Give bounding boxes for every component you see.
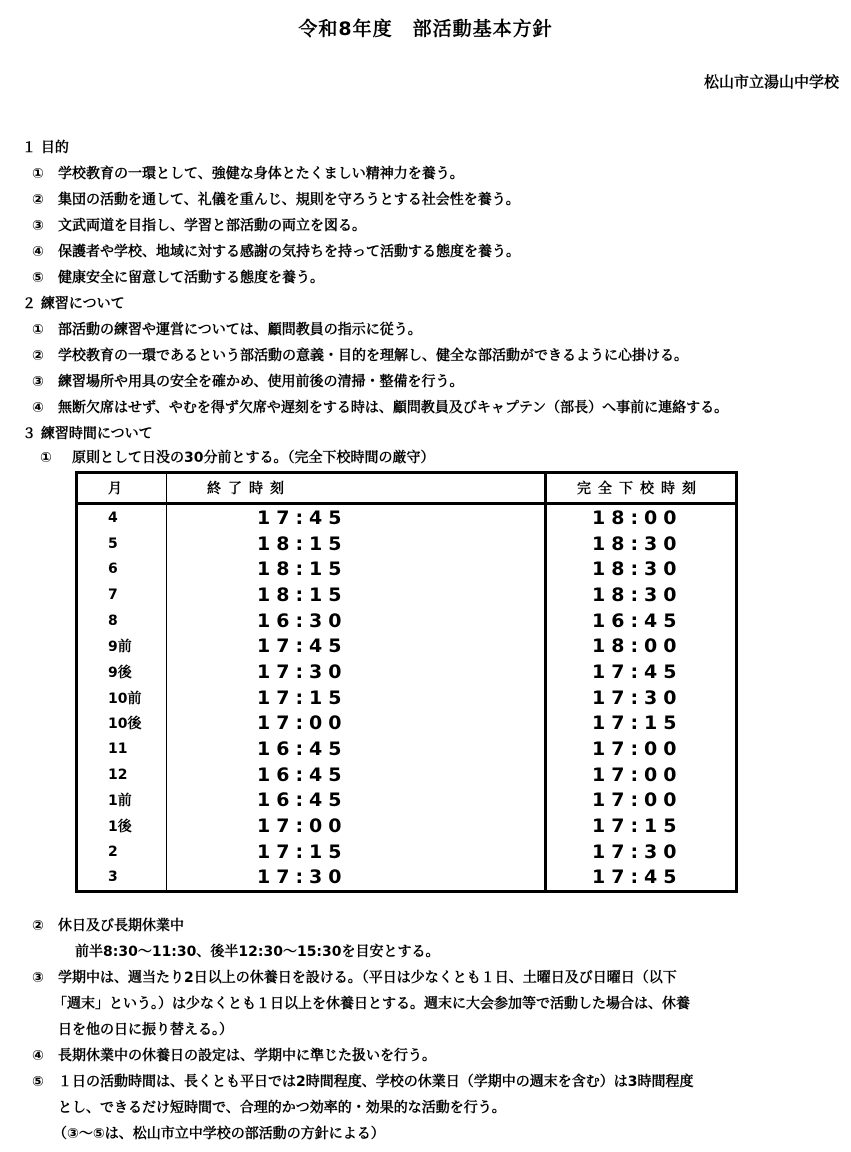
list-item bbox=[32, 915, 184, 935]
cell-leave-time: 18:00 bbox=[592, 506, 683, 529]
cell-leave-time: 18:00 bbox=[592, 635, 683, 658]
cell-leave-time: 17:00 bbox=[592, 763, 683, 786]
table-row bbox=[77, 788, 737, 814]
cell-end-time: 16:45 bbox=[167, 788, 546, 814]
table-row bbox=[77, 504, 737, 531]
table-row bbox=[77, 685, 737, 711]
cell-end-time: 17:45 bbox=[167, 504, 546, 531]
school-name: 松山市立湯山中学校 bbox=[703, 73, 839, 91]
cell-leave-time: 17:15 bbox=[592, 712, 683, 735]
item-text: 集団の活動を通して、礼儀を重んじ、規則を守ろうとする社会性を養う。 bbox=[58, 192, 520, 208]
item-title: 休日及び長期休業中 bbox=[58, 918, 184, 934]
table-row bbox=[77, 711, 737, 737]
cell-leave-time: 18:30 bbox=[592, 583, 683, 606]
cell-leave-time: 18:30 bbox=[592, 558, 683, 581]
cell-end-time: 18:15 bbox=[167, 556, 546, 582]
time-table bbox=[75, 471, 738, 893]
item-number: ① bbox=[32, 322, 44, 338]
cell-leave-time: 17:00 bbox=[592, 789, 683, 812]
item-text-line: 日を他の日に振り替える。） bbox=[58, 1022, 233, 1038]
cell-month: 1後 bbox=[77, 813, 167, 839]
cell-month: 6 bbox=[77, 556, 167, 582]
item-number: ① bbox=[40, 450, 52, 466]
list-item bbox=[40, 447, 434, 467]
list-item bbox=[32, 967, 677, 987]
section1-heading: １ 目的 bbox=[22, 140, 69, 156]
item-number: ② bbox=[32, 192, 44, 208]
cell-leave-time: 18:30 bbox=[592, 532, 683, 555]
cell-leave-time: 17:30 bbox=[592, 840, 683, 863]
header-month: 月 bbox=[77, 473, 167, 504]
table-row bbox=[77, 608, 737, 634]
cell-end-time: 17:30 bbox=[167, 659, 546, 685]
list-item bbox=[32, 371, 463, 391]
item-number: ① bbox=[32, 166, 44, 182]
list-item bbox=[32, 163, 464, 183]
cell-month: 8 bbox=[77, 608, 167, 634]
cell-end-time: 16:30 bbox=[167, 608, 546, 634]
cell-month: 5 bbox=[77, 531, 167, 557]
item-text: 前半8:30～11:30、後半12:30～15:30を目安とする。 bbox=[75, 944, 440, 960]
list-item bbox=[32, 1045, 436, 1065]
cell-end-time: 17:15 bbox=[167, 839, 546, 865]
cell-leave-time: 17:45 bbox=[592, 660, 683, 683]
list-item bbox=[32, 1071, 693, 1091]
list-item bbox=[32, 241, 520, 261]
cell-month: 12 bbox=[77, 762, 167, 788]
item-text-line: 学期中は、週当たり2日以上の休養日を設ける。（平日は少なくとも１日、土曜日及び日曜日（以下 bbox=[58, 970, 677, 986]
cell-leave-time: 17:30 bbox=[592, 686, 683, 709]
section3-heading: ３ 練習時間について bbox=[22, 426, 153, 442]
item-text: 学校教育の一環として、強健な身体とたくましい精神力を養う。 bbox=[58, 166, 464, 182]
table-header-row bbox=[77, 473, 737, 504]
cell-end-time: 18:15 bbox=[167, 531, 546, 557]
cell-month: 9後 bbox=[77, 659, 167, 685]
item-text: 練習場所や用具の安全を確かめ、使用前後の清掃・整備を行う。 bbox=[58, 374, 464, 390]
section2-heading: ２ 練習について bbox=[22, 296, 125, 312]
cell-month: 1前 bbox=[77, 788, 167, 814]
table-row bbox=[77, 762, 737, 788]
table-row bbox=[77, 839, 737, 865]
list-item bbox=[32, 319, 422, 339]
cell-end-time: 17:00 bbox=[167, 711, 546, 737]
list-item bbox=[32, 267, 324, 287]
cell-end-time: 17:15 bbox=[167, 685, 546, 711]
list-item bbox=[32, 397, 728, 417]
item-number: ④ bbox=[32, 244, 44, 260]
cell-month: 4 bbox=[77, 504, 167, 531]
table-row bbox=[77, 659, 737, 685]
cell-leave-time: 17:15 bbox=[592, 815, 683, 838]
cell-month: 10前 bbox=[77, 685, 167, 711]
item-note: （③～⑤は、松山市立中学校の部活動の方針による） bbox=[53, 1126, 385, 1142]
cell-month: 11 bbox=[77, 736, 167, 762]
item-number: ④ bbox=[32, 400, 44, 416]
item-number: ③ bbox=[32, 970, 44, 986]
cell-month: 10後 bbox=[77, 711, 167, 737]
cell-end-time: 17:00 bbox=[167, 813, 546, 839]
cell-leave-time: 17:45 bbox=[592, 866, 683, 889]
cell-month: 7 bbox=[77, 582, 167, 608]
list-item bbox=[32, 345, 688, 365]
item-number: ③ bbox=[32, 218, 44, 234]
cell-end-time: 18:15 bbox=[167, 582, 546, 608]
item-text: 無断欠席はせず、やむを得ず欠席や遅刻をする時は、顧問教員及びキャプテン（部長）へ事前に連絡する。 bbox=[58, 400, 729, 416]
item-text: 原則として日没の30分前とする。（完全下校時間の厳守） bbox=[72, 450, 435, 466]
item-number: ③ bbox=[32, 374, 44, 390]
cell-month: 2 bbox=[77, 839, 167, 865]
table-row bbox=[77, 865, 737, 892]
table-row bbox=[77, 556, 737, 582]
item-number: ② bbox=[32, 348, 44, 364]
page-title: 令和8年度 部活動基本方針 bbox=[298, 18, 553, 40]
item-number: ⑤ bbox=[32, 1074, 44, 1090]
cell-end-time: 16:45 bbox=[167, 736, 546, 762]
table-row bbox=[77, 813, 737, 839]
item-text-line: 「週末」という。）は少なくとも１日以上を休養日とする。週末に大会参加等で活動した場合は、休養 bbox=[53, 996, 690, 1012]
cell-leave-time: 17:00 bbox=[592, 738, 683, 761]
header-leave-time: 完全下校時刻 bbox=[546, 473, 737, 504]
table-row bbox=[77, 736, 737, 762]
item-number: ④ bbox=[32, 1048, 44, 1064]
item-text: 学校教育の一環であるという部活動の意義・目的を理解し、健全な部活動ができるように心掛ける。 bbox=[58, 348, 688, 364]
item-text-line: とし、できるだけ短時間で、合理的かつ効率的・効果的な活動を行う。 bbox=[58, 1100, 506, 1116]
item-text: 長期休業中の休養日の設定は、学期中に準じた扱いを行う。 bbox=[58, 1048, 436, 1064]
table-row bbox=[77, 582, 737, 608]
item-number: ⑤ bbox=[32, 270, 44, 286]
item-text: 部活動の練習や運営については、顧問教員の指示に従う。 bbox=[58, 322, 422, 338]
cell-end-time: 17:30 bbox=[167, 865, 546, 892]
table-row bbox=[77, 633, 737, 659]
list-item bbox=[32, 189, 520, 209]
cell-month: 9前 bbox=[77, 633, 167, 659]
item-text: 健康安全に留意して活動する態度を養う。 bbox=[58, 270, 324, 286]
cell-month: 3 bbox=[77, 865, 167, 892]
item-text: 文武両道を目指し、学習と部活動の両立を図る。 bbox=[58, 218, 366, 234]
cell-end-time: 17:45 bbox=[167, 633, 546, 659]
cell-leave-time: 16:45 bbox=[592, 609, 683, 632]
item-number: ② bbox=[32, 918, 44, 934]
header-end-time: 終了時刻 bbox=[167, 473, 546, 504]
table-row bbox=[77, 531, 737, 557]
cell-end-time: 16:45 bbox=[167, 762, 546, 788]
item-text-line: １日の活動時間は、長くとも平日では2時間程度、学校の休業日（学期中の週末を含む）は3時間程度 bbox=[58, 1074, 694, 1090]
item-text: 保護者や学校、地域に対する感謝の気持ちを持って活動する態度を養う。 bbox=[58, 244, 520, 260]
list-item bbox=[32, 215, 366, 235]
